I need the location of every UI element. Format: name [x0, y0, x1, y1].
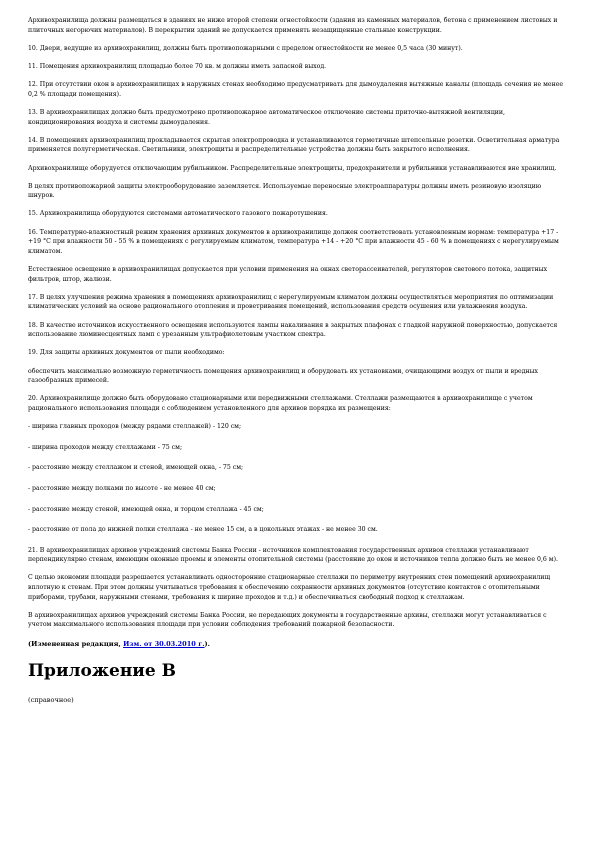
appendix-reference: (справочное) — [28, 695, 74, 704]
paragraph: Архивохранилища должны размещаться в зданиях не ниже второй степени огнестойкости (здания из каменных материалов, бетона с применением листовых и плиточных негорючих материалов). В перекрытии зданий не допускается применять незащищенные стальные конструкции. — [28, 17, 558, 34]
paragraph: Естественное освещение в архивохранилищах допускается при условии применения на окнах светорассеивателей, регуляторов светового потока, защитных фильтров, штор, жалюзи. — [28, 266, 548, 283]
paragraph: 10. Двери, ведущие из архивохранилищ, должны быть противопожарными с пределом огнестойкости не менее 0,5 часа (30 минут). — [28, 44, 463, 52]
paragraph: 12. При отсутствии окон в архивохранилищах в наружных стенах необходимо предусматривать для дымоудаления вытяжные каналы (площадь сечения не менее 0,2 % площади помещения). — [28, 81, 564, 98]
list-item: - расстояние между полками по высоте - не менее 40 см; — [28, 484, 216, 492]
list-item: - ширина главных проходов (между рядами стеллажей) - 120 см; — [28, 423, 242, 431]
list-item: - расстояние от пола до нижней полки стеллажа - не менее 15 см, а в цокольных этажах - не менее 30 см. — [28, 526, 378, 534]
paragraph: 19. Для защиты архивных документов от пыли необходимо: — [28, 349, 225, 357]
paragraph: 21. В архивохранилищах архивов учреждений системы Банка России - источников комплектования государственных архивов стеллажи устанавливают перпендикулярно стенам, имеющим оконные проемы и элементы отопительной системы (расстояние до окон и источников тепла должно быть не менее 0,6 м). — [28, 546, 558, 564]
list-item: - ширина проходов между стеллажами - 75 см; — [28, 443, 183, 451]
paragraph: обеспечить максимально возможную герметичность помещения архивохранилищ и оборудовать их установками, очищающими воздух от пыли и вредных газообразных примесей. — [28, 367, 539, 385]
paragraph: С целью экономии площади разрешается устанавливать односторонние стационарные стеллажи по периметру внутренних стен помещений архивохранилищ вплотную к стенам. При этом должны учитываться требования к обеспечению сохранности архивных документов (отсутствие контактов с отопительными приборами, трубами, наружными стенами, требования к ширине проходов и т.д.) и обеспечиваться свободный подход к стеллажам. — [28, 574, 551, 601]
paragraph: Архивохранилище оборудуется отключающим рубильником. Распределительные электрощиты, предохранители и рубильники устанавливаются вне хранилищ. — [28, 164, 557, 172]
edit-note-suffix: ). — [204, 639, 210, 648]
paragraph: 14. В помещениях архивохранилищ прокладывается скрытая электропроводка и устанавливаются герметичные штепсельные розетки. Осветительная арматура применяется полугерметическая. Светильники, электрощиты и распределительные устройства должны быть закрытого исполнения. — [28, 136, 560, 154]
edit-note — [28, 639, 567, 649]
paragraph: В целях противопожарной защиты электрооборудование заземляется. Используемые переносные электроаппаратуры должны иметь резиновую изоляцию шнуров. — [28, 182, 542, 200]
appendix-title: Приложение В — [28, 660, 177, 681]
body-paragraphs-bottom — [28, 546, 567, 630]
amendment-link[interactable]: Изм. от 30.03.2010 г. — [123, 639, 205, 648]
paragraph: 11. Помещения архивохранилищ площадью более 70 кв. м должны иметь запасной выход. — [28, 62, 327, 70]
paragraph: 18. В качестве источников искусственного освещения используются лампы накаливания в закрытых плафонах с гладкой наружной поверхностью, допускается использование люминесцентных ламп с урезанным ультрафиолетовым участком спектра. — [28, 321, 558, 339]
paragraph: В архивохранилищах архивов учреждений системы Банка России, не передающих документы в государственные архивы, стеллажи могут устанавливаться с учетом максимального использования площади при условии соблюдения требований пожарной безопасности. — [28, 611, 547, 629]
paragraph: 15. Архивохранилища оборудуются системами автоматического газового пожаротушения. — [28, 210, 328, 218]
paragraph: 20. Архивохранилище должно быть оборудовано стационарными или передвижными стеллажами. Стеллажи размещаются в архивохранилище с учетом рационального использования площади с соблюдением установленного для архивов порядка их размещения: — [28, 395, 533, 412]
body-paragraphs-top — [28, 16, 567, 414]
shelving-rules-list — [28, 422, 567, 535]
paragraph: 17. В целях улучшения режима хранения в помещениях архивохранилищ с нерегулируемым климатом должны осуществляться мероприятия по оптимизации климатических условий на основе рационального отопления и проветривания помещений, использования средств осушения или увлажнения воздуха. — [28, 293, 554, 311]
paragraph: 16. Температурно-влажностный режим хранения архивных документов в архивохранилище должен соответствовать установленным нормам: температура +17 - +19 °С при влажности 50 - 55 % в помещениях с регулируемым климатом, температура +14 - +20 °С при влажности 45 - 60 % в помещениях с нерегулируемым климатом. — [28, 228, 559, 255]
list-item: - расстояние между стеной, имеющей окна, и торцом стеллажа - 45 см; — [28, 505, 264, 513]
paragraph: 13. В архивохранилищах должно быть предусмотрено противопожарное автоматическое отключение системы приточно-вытяжной вентиляции, кондиционирования воздуха и системы дымоудаления. — [28, 108, 506, 126]
edit-note-prefix: (Измененная редакция, — [28, 639, 124, 648]
list-item: - расстояние между стеллажом и стеной, имеющей окна, - 75 см; — [28, 464, 244, 472]
